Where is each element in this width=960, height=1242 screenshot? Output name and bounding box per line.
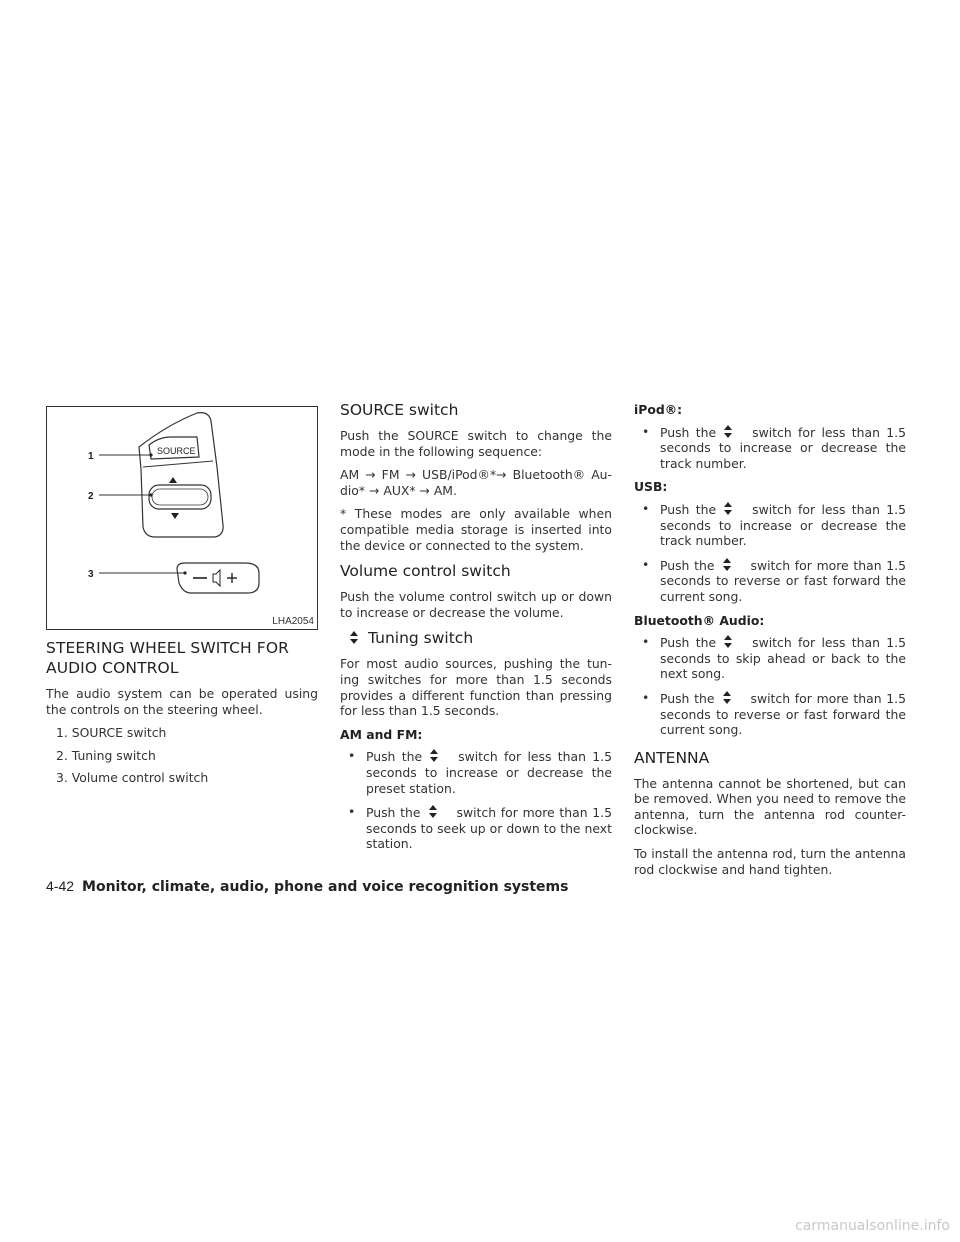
list-item: • Push the switch for more than 1.5 seconds to reverse or fast forward the current song. xyxy=(642,689,906,738)
tuning-paragraph: For most audio sources, pushing the tun- ing switches for more than 1.5 seconds provides a different function than pressing for less than 1.5 seconds. xyxy=(340,656,612,719)
page-footer xyxy=(46,878,568,895)
list-item: • Push the switch for less than 1.5 seconds to increase or decrease the track number. xyxy=(642,423,906,471)
bullet-dot: • xyxy=(348,804,356,820)
intro-paragraph: The audio system can be operated using the controls on the steering wheel. xyxy=(46,686,318,717)
volume-paragraph: Push the volume control switch up or down to increase or decrease the volume. xyxy=(340,589,612,620)
updown-arrow-icon xyxy=(428,748,440,763)
tuning-switch-title-text: Tuning switch xyxy=(368,629,474,648)
volume-switch xyxy=(177,563,259,593)
column-right xyxy=(634,402,906,885)
antenna-title: ANTENNA xyxy=(634,748,710,767)
am-fm-heading: AM and FM: xyxy=(340,726,423,742)
bullet-dot: • xyxy=(348,748,356,764)
source-switch-title: SOURCE switch xyxy=(340,401,459,419)
ipod-heading: iPod®: xyxy=(634,402,683,417)
figure-code: LHA2054 xyxy=(272,616,314,627)
updown-arrow-icon xyxy=(722,501,734,516)
antenna-paragraph-1: The antenna cannot be shortened, but can be removed. When you need to remove the antenna, turn the antenna rod counter- clockwise. xyxy=(634,775,906,838)
list-item: 1. SOURCE switch xyxy=(56,725,167,741)
list-item: • Push the switch for less than 1.5 seconds to skip ahead or back to the next song. xyxy=(642,634,906,682)
column-middle xyxy=(340,400,612,860)
list-item: • Push the switch for more than 1.5 seconds to seek up or down to the next station. xyxy=(348,804,612,852)
usb-heading: USB: xyxy=(634,479,668,495)
callout-1: 1 xyxy=(88,451,94,462)
source-button-label: SOURCE xyxy=(157,446,196,456)
column-left xyxy=(46,406,318,793)
chapter-title: Monitor, climate, audio, phone and voice recognition systems xyxy=(82,879,569,895)
bullet-dot: • xyxy=(642,556,650,572)
steering-switch-illustration xyxy=(47,407,317,629)
list-item: • Push the switch for less than 1.5 seconds to increase or decrease the preset station. xyxy=(348,748,612,796)
updown-arrow-icon xyxy=(721,690,733,705)
updown-arrow-icon xyxy=(722,634,734,649)
list-item: 2. Tuning switch xyxy=(56,747,156,763)
bluetooth-heading: Bluetooth® Audio: xyxy=(634,612,765,628)
antenna-paragraph-2: To install the antenna rod, turn the antenna rod clockwise and hand tighten. xyxy=(634,846,906,877)
steering-switch-figure xyxy=(46,406,318,630)
volume-switch-title: Volume control switch xyxy=(340,562,511,581)
list-item: • Push the switch for less than 1.5 seconds to increase or decrease the track number. xyxy=(642,500,906,549)
bullet-dot: • xyxy=(642,500,650,516)
bullet-dot: • xyxy=(642,423,650,439)
source-sequence: AM → FM → USB/iPod®*→ Bluetooth® Au- dio* → AUX* → AM. xyxy=(340,467,612,498)
updown-arrow-icon xyxy=(427,804,439,819)
source-switch-paragraph: Push the SOURCE switch to change the mode in the following sequence: xyxy=(340,428,612,459)
switch-housing xyxy=(139,413,223,537)
watermark: carmanualsonline.info xyxy=(795,1218,950,1234)
page-number: 4-42 xyxy=(46,878,75,894)
controls-list xyxy=(46,725,318,786)
tuning-updown-icon xyxy=(348,630,360,645)
callout-2: 2 xyxy=(88,491,94,502)
bullet-dot: • xyxy=(642,634,650,650)
callout-3: 3 xyxy=(88,569,94,580)
list-item: • Push the switch for more than 1.5 seconds to reverse or fast forward the current song. xyxy=(642,556,906,604)
list-item: 3. Volume control switch xyxy=(56,770,209,786)
bullet-dot: • xyxy=(642,689,650,705)
updown-arrow-icon xyxy=(722,424,734,439)
section-title-steering xyxy=(46,638,318,678)
updown-arrow-icon xyxy=(721,557,733,572)
source-note: * These modes are only available when compatible media storage is inserted into the device or connected to the system. xyxy=(340,506,612,553)
tuning-switch-title xyxy=(340,628,612,648)
section-title-line1: STEERING WHEEL SWITCH FOR xyxy=(46,639,289,657)
section-title-line2: AUDIO CONTROL xyxy=(46,659,179,677)
